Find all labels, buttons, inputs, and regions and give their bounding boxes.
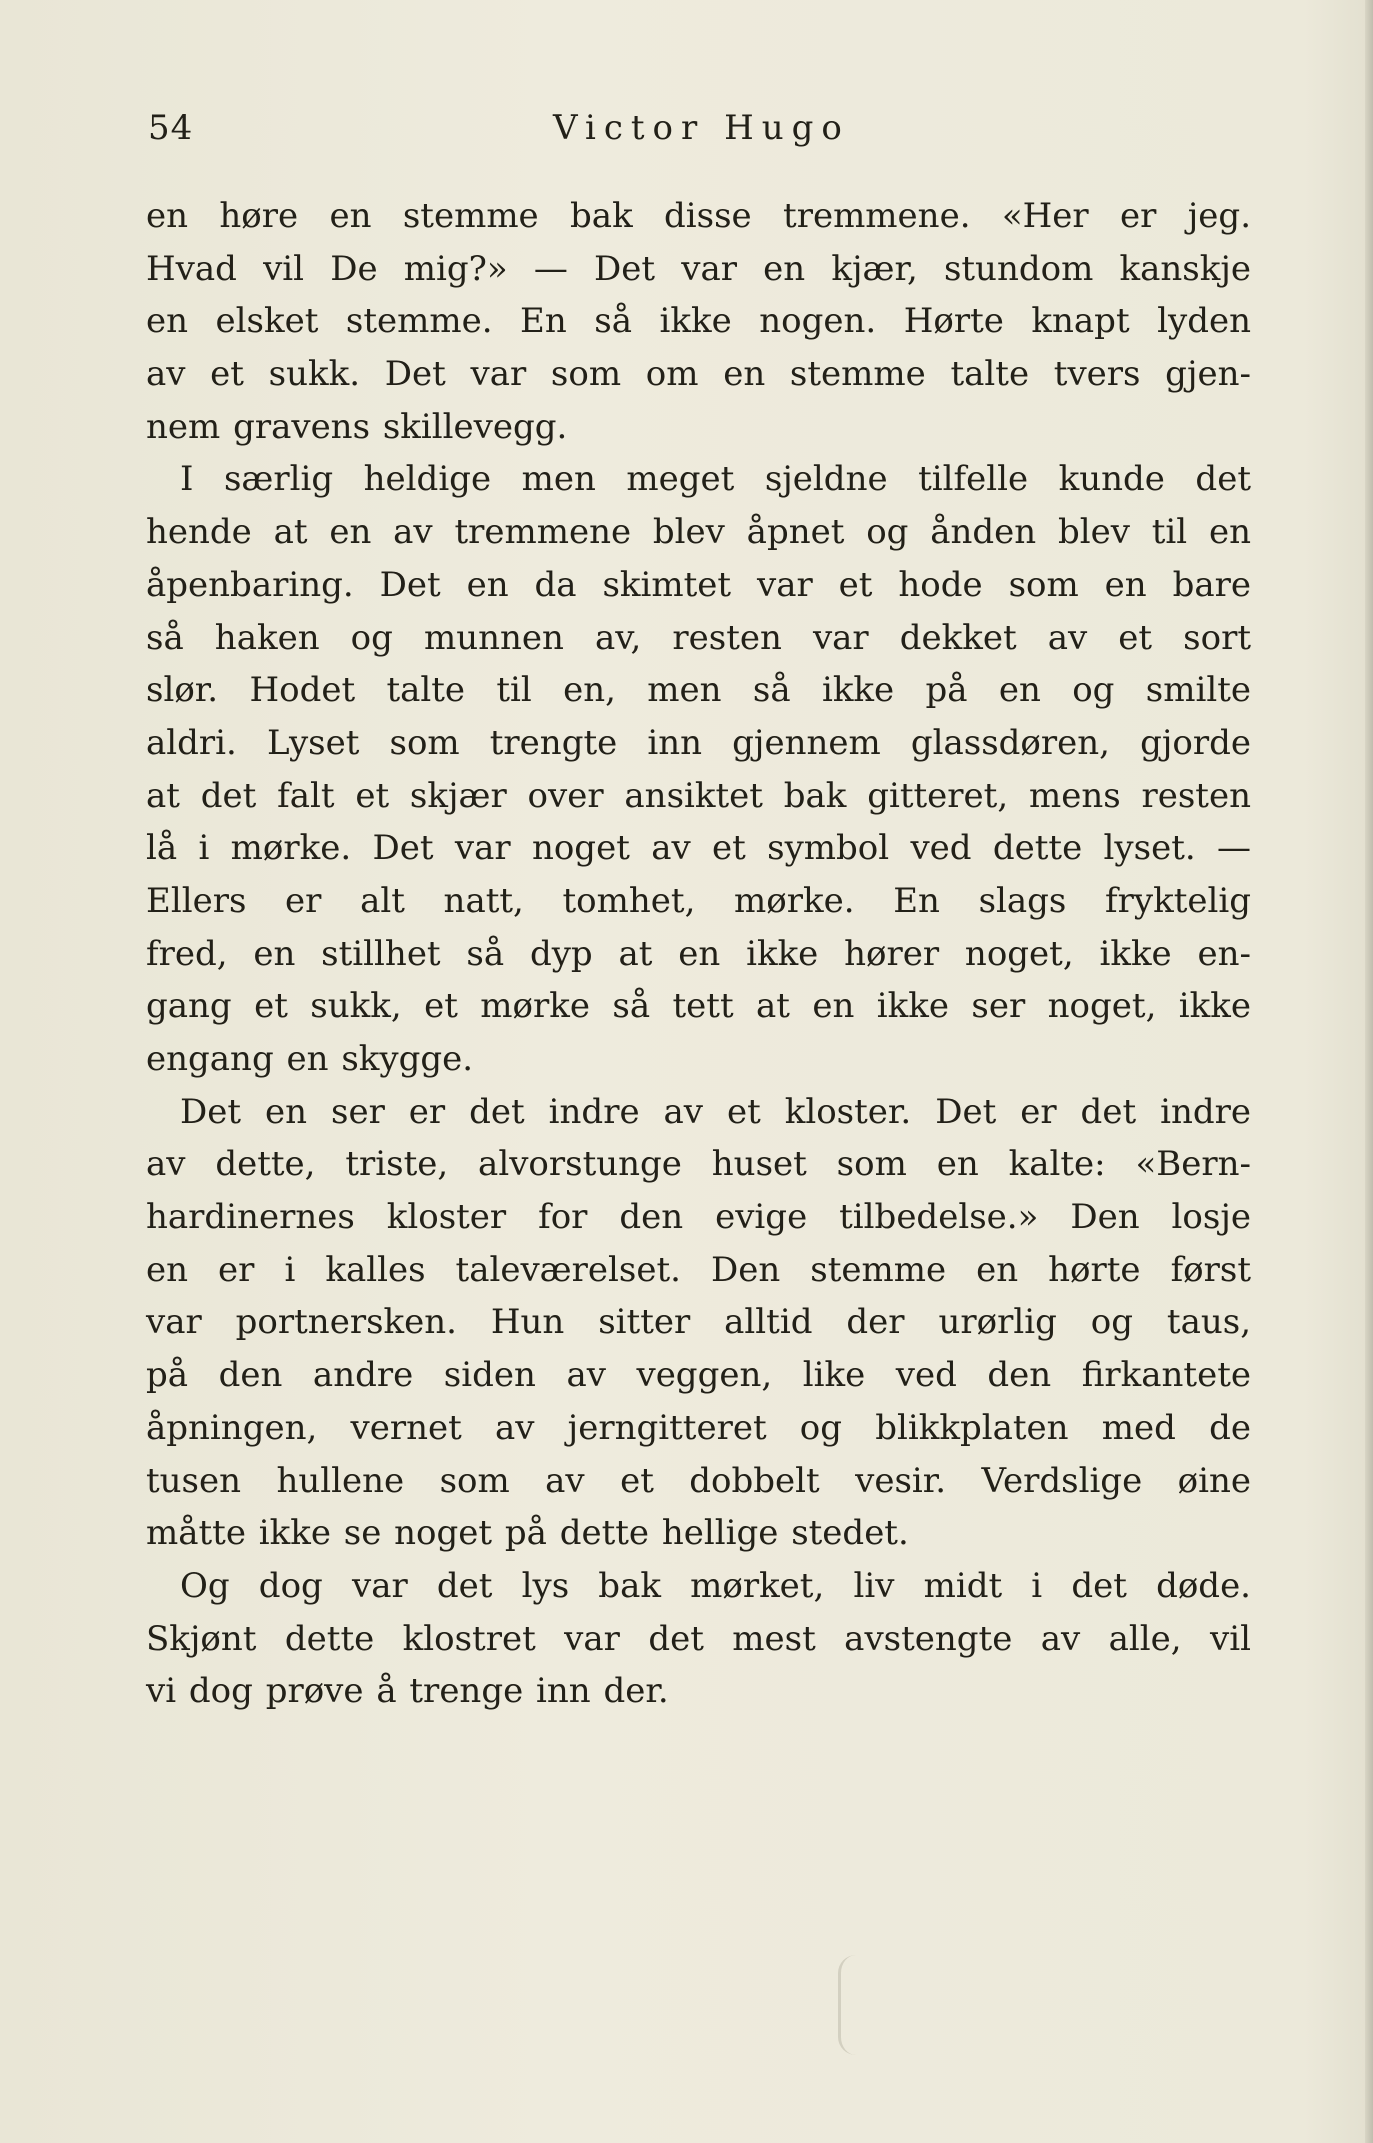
text-line: Skjønt dette klostret var det mest avstengte av alle, vil [146, 1618, 1251, 1659]
text-line: I særlig heldige men meget sjeldne tilfelle kunde det [180, 459, 1251, 500]
page-number: 54 [148, 108, 194, 148]
text-line: åpenbaring. Det en da skimtet var et hode som en bare [146, 564, 1251, 605]
text-line: aldri. Lyset som trengte inn gjennem glassdøren, gjorde [146, 722, 1251, 763]
text-line: Ellers er alt natt, tomhet, mørke. En slags fryktelig [146, 880, 1251, 921]
text-line: engang en skygge. [146, 1039, 474, 1079]
text-line: slør. Hodet talte til en, men så ikke på en og smilte [146, 670, 1251, 711]
text-line: vi dog prøve å trenge inn der. [146, 1671, 669, 1712]
text-line: åpningen, vernet av jerngitteret og blikkplaten med de [146, 1407, 1251, 1448]
text-line: var portnersken. Hun sitter alltid der urørlig og taus, [146, 1302, 1251, 1343]
body-text [146, 190, 1251, 1718]
text-line: tusen hullene som av et dobbelt vesir. Verdslige øine [146, 1460, 1251, 1501]
page-edge [1365, 0, 1373, 2143]
text-line: hardinernes kloster for den evige tilbedelse.» Den losje [146, 1197, 1251, 1238]
text-line: en elsket stemme. En så ikke nogen. Hørte knapt lyden [146, 301, 1251, 342]
text-line: en er i kalles taleværelset. Den stemme en hørte først [146, 1249, 1251, 1290]
text-line: Det en ser er det indre av et kloster. Det er det indre [180, 1091, 1251, 1132]
running-head: Victor Hugo [553, 108, 850, 148]
text-line: så haken og munnen av, resten var dekket av et sort [146, 617, 1251, 658]
text-line: nem gravens skillevegg. [146, 406, 568, 447]
text-line: Hvad vil De mig?» — Det var en kjær, stundom kanskje [146, 248, 1251, 289]
text-line: Og dog var det lys bak mørket, liv midt i det døde. [180, 1565, 1251, 1606]
text-line: på den andre siden av veggen, like ved den firkantete [146, 1355, 1251, 1396]
text-line: at det falt et skjær over ansiktet bak gitteret, mens resten [146, 775, 1251, 816]
text-line: gang et sukk, et mørke så tett at en ikke ser noget, ikke [146, 986, 1251, 1027]
text-line: lå i mørke. Det var noget av et symbol ved dette lyset. — [146, 828, 1251, 869]
text-line: fred, en stillhet så dyp at en ikke hører noget, ikke en- [146, 933, 1251, 974]
text-line: av dette, triste, alvorstunge huset som en kalte: «Bern- [146, 1144, 1251, 1185]
text-line: hende at en av tremmene blev åpnet og ånden blev til en [146, 512, 1251, 553]
paper-mark [838, 1955, 1361, 2055]
text-line: en høre en stemme bak disse tremmene. «Her er jeg. [146, 196, 1251, 236]
page-header [148, 108, 1248, 158]
text-line: måtte ikke se noget på dette hellige stedet. [146, 1513, 909, 1554]
text-line: av et sukk. Det var som om en stemme talte tvers gjen- [146, 354, 1251, 395]
